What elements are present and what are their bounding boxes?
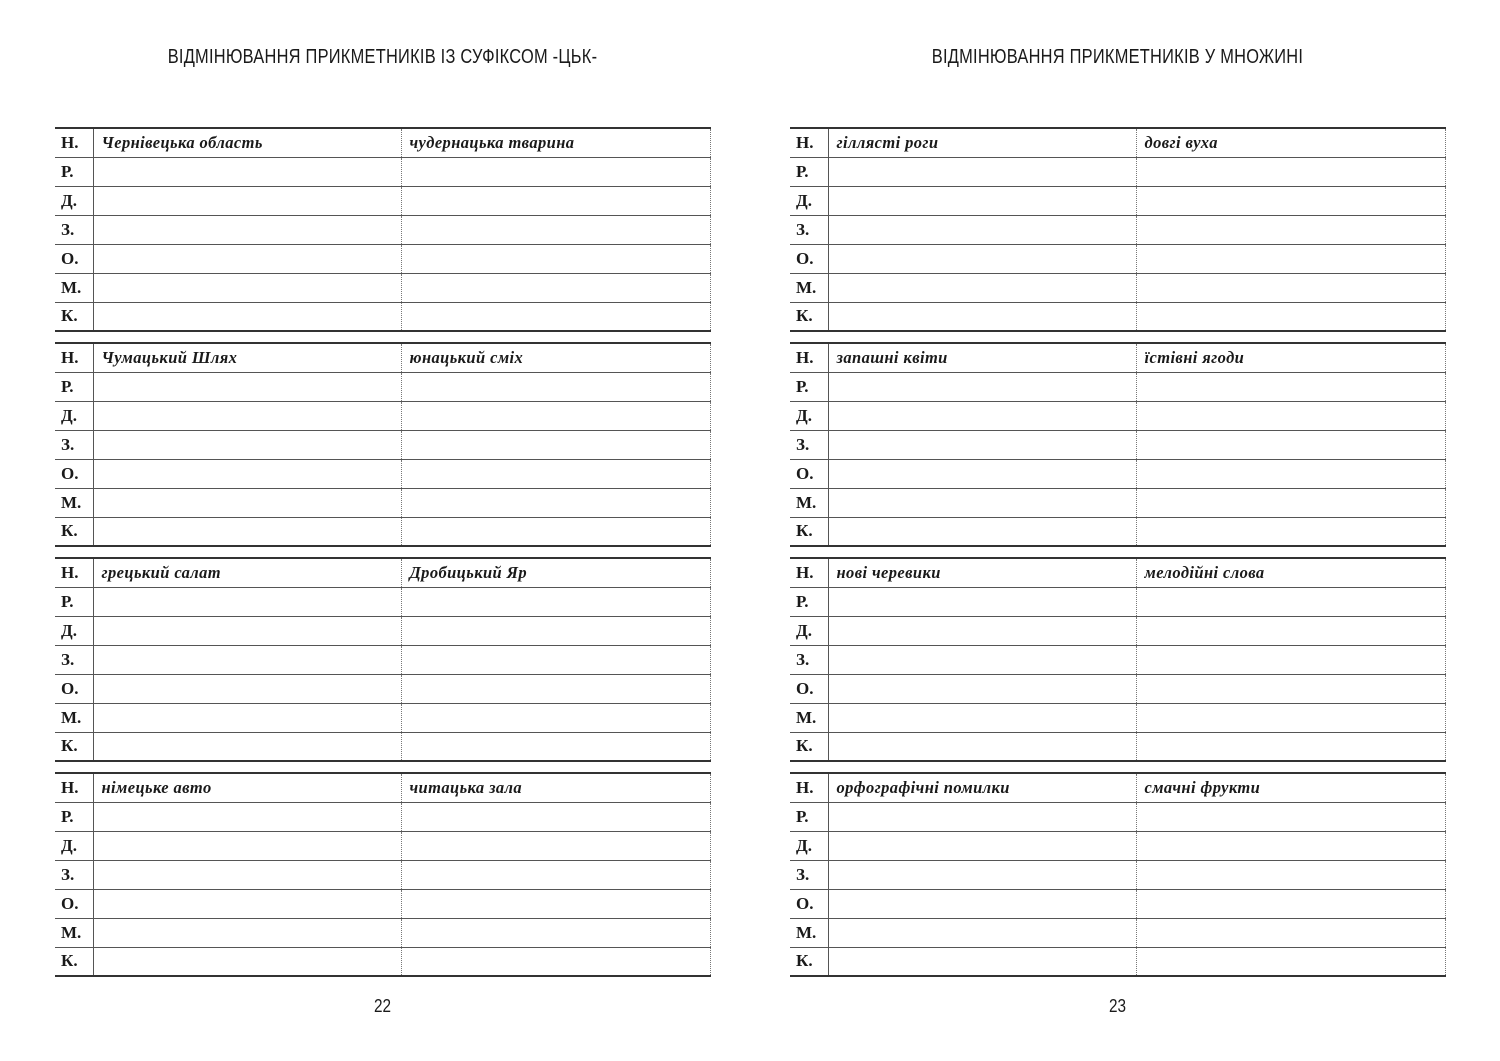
table-row bbox=[55, 947, 710, 976]
answer-cell[interactable] bbox=[93, 401, 401, 430]
declension-table bbox=[790, 127, 1445, 337]
phrase-text: нові черевики bbox=[836, 562, 941, 582]
case-label: Р. bbox=[790, 157, 828, 186]
answer-cell[interactable] bbox=[1136, 372, 1445, 401]
table-row bbox=[790, 488, 1445, 517]
table-row bbox=[55, 343, 710, 372]
answer-cell[interactable] bbox=[828, 401, 1136, 430]
table-row bbox=[55, 459, 710, 488]
answer-cell[interactable] bbox=[828, 459, 1136, 488]
table-row bbox=[790, 831, 1445, 860]
phrase-text: орфографічні помилки bbox=[836, 777, 1010, 797]
case-label: О. bbox=[55, 459, 93, 488]
answer-cell[interactable] bbox=[401, 157, 710, 186]
table-row bbox=[790, 947, 1445, 976]
table-row bbox=[790, 587, 1445, 616]
case-label: Н. bbox=[55, 343, 93, 372]
phrase-text: мелодійні слова bbox=[1144, 562, 1265, 582]
table-row bbox=[790, 703, 1445, 732]
answer-cell[interactable] bbox=[401, 860, 710, 889]
table-row bbox=[55, 860, 710, 889]
page-number: 23 bbox=[1108, 996, 1127, 1016]
case-label: К. bbox=[790, 302, 828, 331]
case-label: З. bbox=[55, 860, 93, 889]
case-label: Д. bbox=[55, 186, 93, 215]
table-row bbox=[790, 186, 1445, 215]
case-label: О. bbox=[790, 244, 828, 273]
table-row bbox=[55, 488, 710, 517]
declension-table bbox=[55, 127, 710, 337]
answer-cell[interactable] bbox=[828, 517, 1136, 546]
answer-cell[interactable] bbox=[828, 732, 1136, 761]
answer-cell[interactable] bbox=[828, 802, 1136, 831]
case-label: Р. bbox=[790, 802, 828, 831]
table-row bbox=[790, 860, 1445, 889]
table-row bbox=[55, 616, 710, 645]
phrase-text: запашні квіти bbox=[836, 347, 948, 367]
table-row bbox=[790, 517, 1445, 546]
answer-cell[interactable] bbox=[93, 918, 401, 947]
table-row bbox=[55, 831, 710, 860]
case-label: Д. bbox=[790, 401, 828, 430]
answer-cell[interactable] bbox=[93, 616, 401, 645]
phrase-cell bbox=[93, 773, 401, 802]
answer-cell[interactable] bbox=[401, 186, 710, 215]
answer-cell[interactable] bbox=[401, 430, 710, 459]
answer-cell[interactable] bbox=[1136, 674, 1445, 703]
case-label: К. bbox=[55, 517, 93, 546]
answer-cell[interactable] bbox=[401, 244, 710, 273]
case-label: К. bbox=[55, 302, 93, 331]
declension-table bbox=[790, 557, 1445, 767]
table-row bbox=[790, 616, 1445, 645]
phrase-text: Чернівецька область bbox=[101, 132, 263, 152]
phrase-cell bbox=[93, 128, 401, 157]
answer-cell[interactable] bbox=[828, 157, 1136, 186]
case-label: Д. bbox=[55, 616, 93, 645]
answer-cell[interactable] bbox=[401, 587, 710, 616]
answer-cell[interactable] bbox=[1136, 215, 1445, 244]
answer-cell[interactable] bbox=[93, 889, 401, 918]
table-row bbox=[55, 517, 710, 546]
case-label: З. bbox=[55, 430, 93, 459]
answer-cell[interactable] bbox=[1136, 186, 1445, 215]
case-label: Н. bbox=[55, 558, 93, 587]
case-label: О. bbox=[790, 674, 828, 703]
table-row bbox=[790, 128, 1445, 157]
table-row bbox=[55, 773, 710, 802]
answer-cell[interactable] bbox=[401, 302, 710, 331]
answer-cell[interactable] bbox=[828, 186, 1136, 215]
answer-cell[interactable] bbox=[828, 860, 1136, 889]
table-row bbox=[790, 732, 1445, 761]
case-label: Д. bbox=[55, 401, 93, 430]
answer-cell[interactable] bbox=[401, 459, 710, 488]
table-row bbox=[55, 430, 710, 459]
answer-cell[interactable] bbox=[401, 488, 710, 517]
answer-cell[interactable] bbox=[828, 372, 1136, 401]
table-row bbox=[790, 773, 1445, 802]
answer-cell[interactable] bbox=[401, 645, 710, 674]
case-label: М. bbox=[790, 273, 828, 302]
case-label: М. bbox=[790, 703, 828, 732]
page-left bbox=[55, 0, 710, 1061]
table-row bbox=[790, 157, 1445, 186]
case-label: З. bbox=[790, 645, 828, 674]
answer-cell[interactable] bbox=[1136, 703, 1445, 732]
table-row bbox=[55, 587, 710, 616]
declension-table bbox=[790, 772, 1445, 982]
table-row bbox=[790, 645, 1445, 674]
answer-cell[interactable] bbox=[93, 459, 401, 488]
answer-cell[interactable] bbox=[1136, 302, 1445, 331]
declension-table bbox=[55, 557, 710, 767]
declension-table bbox=[55, 342, 710, 552]
table-row bbox=[55, 244, 710, 273]
table-row bbox=[55, 401, 710, 430]
page-title: ВІДМІНЮВАННЯ ПРИКМЕТНИКІВ ІЗ СУФІКСОМ -ЦЬК- bbox=[167, 46, 598, 68]
answer-cell[interactable] bbox=[93, 157, 401, 186]
case-label: Н. bbox=[790, 558, 828, 587]
phrase-text: німецьке авто bbox=[101, 777, 212, 797]
table-row bbox=[55, 918, 710, 947]
phrase-text: довгі вуха bbox=[1144, 132, 1218, 152]
answer-cell[interactable] bbox=[93, 732, 401, 761]
case-label: Н. bbox=[55, 773, 93, 802]
answer-cell[interactable] bbox=[1136, 488, 1445, 517]
answer-cell[interactable] bbox=[401, 918, 710, 947]
case-label: Р. bbox=[55, 587, 93, 616]
answer-cell[interactable] bbox=[93, 186, 401, 215]
answer-cell[interactable] bbox=[93, 587, 401, 616]
answer-cell[interactable] bbox=[401, 802, 710, 831]
page-title: ВІДМІНЮВАННЯ ПРИКМЕТНИКІВ У МНОЖИНІ bbox=[931, 46, 1304, 68]
answer-cell[interactable] bbox=[1136, 860, 1445, 889]
answer-cell[interactable] bbox=[1136, 430, 1445, 459]
answer-cell[interactable] bbox=[1136, 732, 1445, 761]
answer-cell[interactable] bbox=[93, 645, 401, 674]
case-label: М. bbox=[55, 703, 93, 732]
declension-blocks bbox=[790, 127, 1445, 987]
phrase-cell bbox=[401, 128, 710, 157]
answer-cell[interactable] bbox=[93, 831, 401, 860]
answer-cell[interactable] bbox=[401, 947, 710, 976]
case-label: О. bbox=[790, 889, 828, 918]
table-row bbox=[790, 558, 1445, 587]
case-label: Д. bbox=[790, 831, 828, 860]
case-label: К. bbox=[55, 732, 93, 761]
table-row bbox=[55, 802, 710, 831]
phrase-text: їстівні ягоди bbox=[1144, 347, 1245, 367]
answer-cell[interactable] bbox=[401, 674, 710, 703]
answer-cell[interactable] bbox=[1136, 831, 1445, 860]
answer-cell[interactable] bbox=[1136, 459, 1445, 488]
case-label: О. bbox=[55, 244, 93, 273]
answer-cell[interactable] bbox=[401, 732, 710, 761]
phrase-cell bbox=[1136, 773, 1445, 802]
phrase-text: чудернацька тварина bbox=[409, 132, 575, 152]
phrase-cell bbox=[828, 773, 1136, 802]
answer-cell[interactable] bbox=[828, 703, 1136, 732]
answer-cell[interactable] bbox=[93, 802, 401, 831]
answer-cell[interactable] bbox=[828, 616, 1136, 645]
case-label: З. bbox=[55, 215, 93, 244]
answer-cell[interactable] bbox=[401, 889, 710, 918]
table-row bbox=[790, 302, 1445, 331]
answer-cell[interactable] bbox=[93, 674, 401, 703]
case-label: М. bbox=[790, 488, 828, 517]
answer-cell[interactable] bbox=[828, 645, 1136, 674]
answer-cell[interactable] bbox=[1136, 401, 1445, 430]
answer-cell[interactable] bbox=[93, 273, 401, 302]
answer-cell[interactable] bbox=[93, 302, 401, 331]
table-row bbox=[55, 372, 710, 401]
table-row bbox=[790, 244, 1445, 273]
answer-cell[interactable] bbox=[1136, 517, 1445, 546]
table-row bbox=[55, 558, 710, 587]
case-label: Д. bbox=[790, 616, 828, 645]
answer-cell[interactable] bbox=[1136, 645, 1445, 674]
answer-cell[interactable] bbox=[1136, 244, 1445, 273]
answer-cell[interactable] bbox=[1136, 273, 1445, 302]
phrase-cell bbox=[93, 343, 401, 372]
phrase-text: смачні фрукти bbox=[1144, 777, 1261, 797]
table-row bbox=[55, 645, 710, 674]
table-row bbox=[790, 215, 1445, 244]
answer-cell[interactable] bbox=[93, 244, 401, 273]
case-label: Д. bbox=[55, 831, 93, 860]
case-label: Н. bbox=[790, 773, 828, 802]
declension-table bbox=[790, 342, 1445, 552]
table-row bbox=[55, 703, 710, 732]
answer-cell[interactable] bbox=[1136, 802, 1445, 831]
table-row bbox=[55, 889, 710, 918]
declension-blocks bbox=[55, 127, 710, 987]
answer-cell[interactable] bbox=[828, 273, 1136, 302]
table-row bbox=[790, 273, 1445, 302]
table-row bbox=[790, 343, 1445, 372]
case-label: М. bbox=[55, 488, 93, 517]
case-label: Р. bbox=[790, 587, 828, 616]
phrase-text: гіллясті роги bbox=[836, 132, 939, 152]
answer-cell[interactable] bbox=[1136, 157, 1445, 186]
answer-cell[interactable] bbox=[1136, 889, 1445, 918]
phrase-cell bbox=[401, 773, 710, 802]
case-label: К. bbox=[790, 947, 828, 976]
table-row bbox=[790, 918, 1445, 947]
answer-cell[interactable] bbox=[93, 703, 401, 732]
table-row bbox=[55, 674, 710, 703]
table-row bbox=[55, 732, 710, 761]
answer-cell[interactable] bbox=[401, 273, 710, 302]
answer-cell[interactable] bbox=[828, 488, 1136, 517]
answer-cell[interactable] bbox=[93, 488, 401, 517]
answer-cell[interactable] bbox=[1136, 587, 1445, 616]
answer-cell[interactable] bbox=[828, 244, 1136, 273]
phrase-cell bbox=[93, 558, 401, 587]
phrase-cell bbox=[828, 343, 1136, 372]
table-row bbox=[55, 128, 710, 157]
phrase-cell bbox=[828, 128, 1136, 157]
answer-cell[interactable] bbox=[401, 616, 710, 645]
case-label: К. bbox=[790, 732, 828, 761]
answer-cell[interactable] bbox=[828, 889, 1136, 918]
case-label: Д. bbox=[790, 186, 828, 215]
phrase-cell bbox=[401, 343, 710, 372]
answer-cell[interactable] bbox=[828, 918, 1136, 947]
case-label: Н. bbox=[790, 343, 828, 372]
case-label: Н. bbox=[790, 128, 828, 157]
answer-cell[interactable] bbox=[828, 947, 1136, 976]
table-row bbox=[790, 459, 1445, 488]
answer-cell[interactable] bbox=[401, 831, 710, 860]
table-row bbox=[790, 802, 1445, 831]
table-row bbox=[55, 157, 710, 186]
phrase-cell bbox=[828, 558, 1136, 587]
case-label: Н. bbox=[55, 128, 93, 157]
case-label: З. bbox=[55, 645, 93, 674]
table-row bbox=[790, 372, 1445, 401]
table-row bbox=[55, 215, 710, 244]
answer-cell[interactable] bbox=[401, 372, 710, 401]
answer-cell[interactable] bbox=[828, 430, 1136, 459]
case-label: З. bbox=[790, 215, 828, 244]
table-row bbox=[55, 186, 710, 215]
table-row bbox=[790, 430, 1445, 459]
phrase-cell bbox=[1136, 343, 1445, 372]
case-label: М. bbox=[55, 273, 93, 302]
case-label: З. bbox=[790, 430, 828, 459]
answer-cell[interactable] bbox=[93, 430, 401, 459]
table-row bbox=[790, 889, 1445, 918]
answer-cell[interactable] bbox=[93, 372, 401, 401]
case-label: Р. bbox=[790, 372, 828, 401]
answer-cell[interactable] bbox=[828, 302, 1136, 331]
answer-cell[interactable] bbox=[93, 947, 401, 976]
table-row bbox=[55, 273, 710, 302]
table-row bbox=[55, 302, 710, 331]
phrase-cell bbox=[401, 558, 710, 587]
phrase-text: грецький салат bbox=[101, 562, 222, 582]
answer-cell[interactable] bbox=[1136, 918, 1445, 947]
case-label: М. bbox=[790, 918, 828, 947]
case-label: О. bbox=[55, 674, 93, 703]
answer-cell[interactable] bbox=[828, 587, 1136, 616]
phrase-text: читацька зала bbox=[409, 777, 523, 797]
phrase-text: юнацький сміх bbox=[409, 347, 524, 367]
answer-cell[interactable] bbox=[401, 401, 710, 430]
answer-cell[interactable] bbox=[1136, 947, 1445, 976]
page-number: 22 bbox=[373, 996, 392, 1016]
case-label: Р. bbox=[55, 802, 93, 831]
answer-cell[interactable] bbox=[401, 215, 710, 244]
answer-cell[interactable] bbox=[828, 674, 1136, 703]
answer-cell[interactable] bbox=[401, 703, 710, 732]
phrase-text: Дробицький Яр bbox=[409, 562, 528, 582]
case-label: М. bbox=[55, 918, 93, 947]
case-label: К. bbox=[790, 517, 828, 546]
case-label: Р. bbox=[55, 157, 93, 186]
answer-cell[interactable] bbox=[828, 215, 1136, 244]
table-row bbox=[790, 401, 1445, 430]
answer-cell[interactable] bbox=[1136, 616, 1445, 645]
phrase-cell bbox=[1136, 558, 1445, 587]
table-row bbox=[790, 674, 1445, 703]
page-right bbox=[790, 0, 1445, 1061]
case-label: О. bbox=[790, 459, 828, 488]
case-label: К. bbox=[55, 947, 93, 976]
answer-cell[interactable] bbox=[401, 517, 710, 546]
answer-cell[interactable] bbox=[828, 831, 1136, 860]
answer-cell[interactable] bbox=[93, 860, 401, 889]
case-label: О. bbox=[55, 889, 93, 918]
answer-cell[interactable] bbox=[93, 215, 401, 244]
phrase-text: Чумацький Шлях bbox=[101, 347, 238, 367]
case-label: З. bbox=[790, 860, 828, 889]
answer-cell[interactable] bbox=[93, 517, 401, 546]
declension-table bbox=[55, 772, 710, 982]
case-label: Р. bbox=[55, 372, 93, 401]
phrase-cell bbox=[1136, 128, 1445, 157]
